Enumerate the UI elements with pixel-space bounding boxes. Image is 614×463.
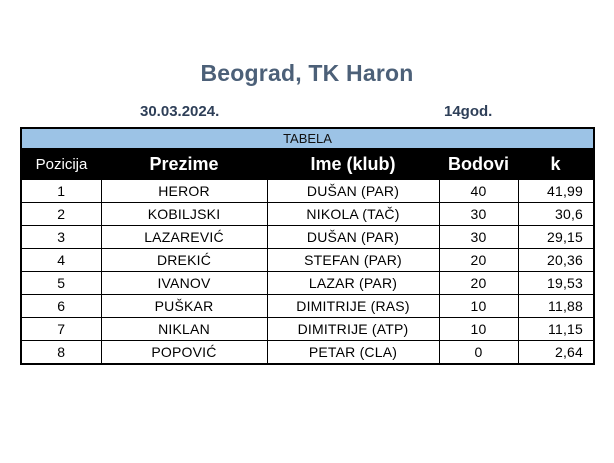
age-group: 14god. <box>444 103 493 120</box>
cell-name-club: DIMITRIJE (ATP) <box>267 318 439 341</box>
cell-name-club: DIMITRIJE (RAS) <box>267 295 439 318</box>
column-header-k: k <box>518 149 594 180</box>
table-caption-row <box>21 128 594 149</box>
cell-k: 29,15 <box>518 226 594 249</box>
table-row <box>21 295 594 318</box>
cell-points: 30 <box>439 203 518 226</box>
cell-points: 20 <box>439 272 518 295</box>
cell-surname: POPOVIĆ <box>101 341 267 365</box>
cell-surname: DREKIĆ <box>101 249 267 272</box>
cell-surname: KOBILJSKI <box>101 203 267 226</box>
cell-position: 2 <box>21 203 101 226</box>
cell-position: 7 <box>21 318 101 341</box>
cell-k: 2,64 <box>518 341 594 365</box>
cell-name-club: NIKOLA (TAČ) <box>267 203 439 226</box>
cell-k: 41,99 <box>518 180 594 203</box>
table-row <box>21 249 594 272</box>
cell-k: 20,36 <box>518 249 594 272</box>
cell-k: 30,6 <box>518 203 594 226</box>
cell-position: 1 <box>21 180 101 203</box>
cell-surname: IVANOV <box>101 272 267 295</box>
cell-name-club: LAZAR (PAR) <box>267 272 439 295</box>
cell-points: 30 <box>439 226 518 249</box>
column-header-points: Bodovi <box>439 149 518 180</box>
cell-position: 4 <box>21 249 101 272</box>
cell-name-club: PETAR (CLA) <box>267 341 439 365</box>
cell-k: 19,53 <box>518 272 594 295</box>
cell-position: 5 <box>21 272 101 295</box>
cell-surname: PUŠKAR <box>101 295 267 318</box>
table-caption: TABELA <box>21 128 594 149</box>
page-title: Beograd, TK Haron <box>200 60 414 86</box>
cell-position: 3 <box>21 226 101 249</box>
table-row <box>21 318 594 341</box>
table-row <box>21 226 594 249</box>
column-header-name-club: Ime (klub) <box>267 149 439 180</box>
cell-name-club: DUŠAN (PAR) <box>267 180 439 203</box>
cell-name-club: STEFAN (PAR) <box>267 249 439 272</box>
standings-table <box>20 127 595 365</box>
table-row <box>21 272 594 295</box>
tournament-date: 30.03.2024. <box>140 103 220 120</box>
column-header-surname: Prezime <box>101 149 267 180</box>
table-row <box>21 203 594 226</box>
cell-points: 10 <box>439 295 518 318</box>
cell-points: 40 <box>439 180 518 203</box>
cell-points: 10 <box>439 318 518 341</box>
cell-k: 11,88 <box>518 295 594 318</box>
cell-name-club: DUŠAN (PAR) <box>267 226 439 249</box>
table-header-row <box>21 149 594 180</box>
table-row <box>21 341 594 365</box>
cell-position: 8 <box>21 341 101 365</box>
cell-surname: LAZAREVIĆ <box>101 226 267 249</box>
cell-k: 11,15 <box>518 318 594 341</box>
cell-position: 6 <box>21 295 101 318</box>
cell-points: 20 <box>439 249 518 272</box>
table-row <box>21 180 594 203</box>
cell-points: 0 <box>439 341 518 365</box>
column-header-position: Pozicija <box>21 149 101 180</box>
cell-surname: NIKLAN <box>101 318 267 341</box>
cell-surname: HEROR <box>101 180 267 203</box>
